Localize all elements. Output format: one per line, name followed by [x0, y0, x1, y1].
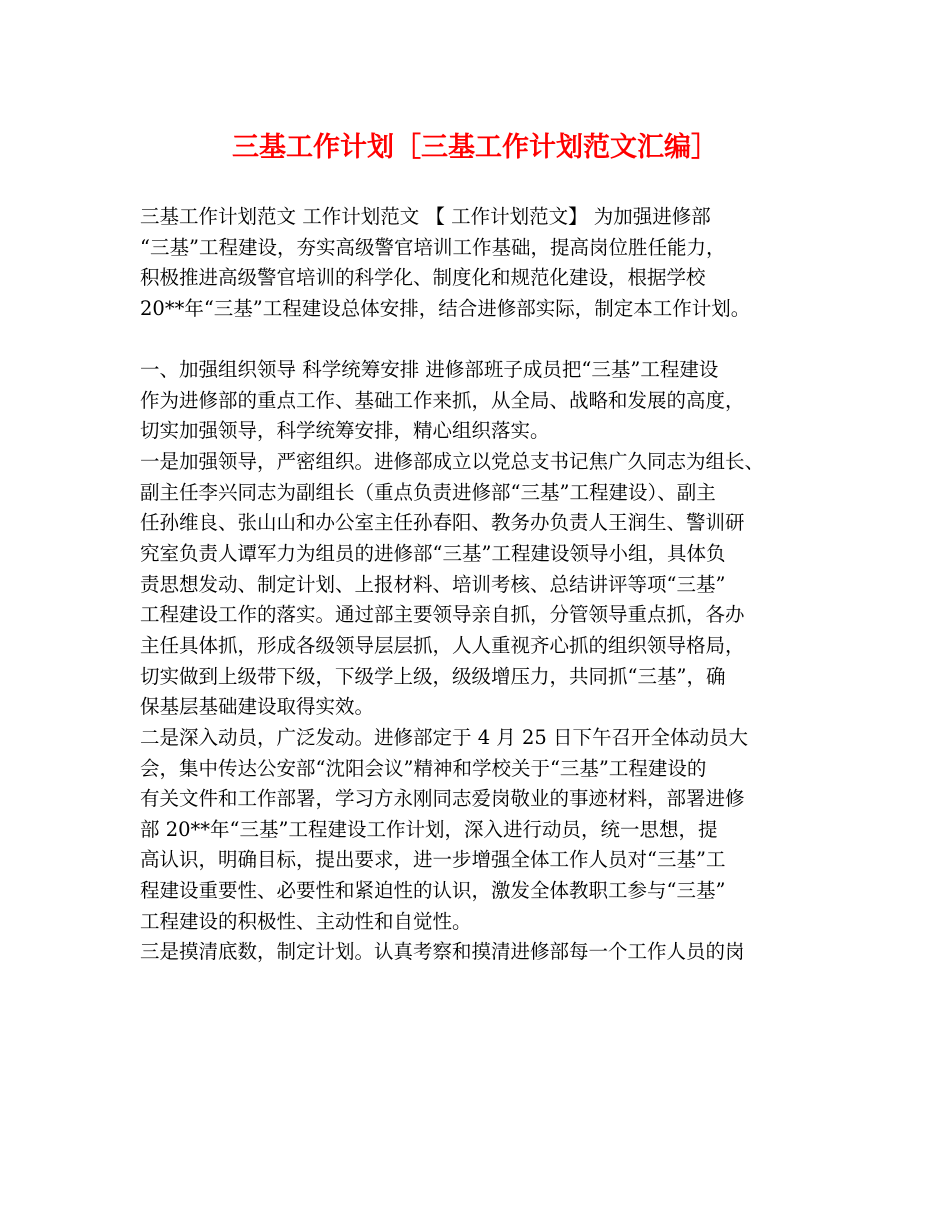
text-line: 积极推进高级警官培训的科学化、制度化和规范化建设，根据学校	[140, 266, 706, 290]
paragraph-gap	[140, 325, 830, 356]
text-line: 程建设重要性、必要性和紧迫性的认识，激发全体教职工参与“三基”	[140, 879, 726, 903]
text-line: 部 20**年“三基”工程建设工作计划，深入进行动员，统一思想，提	[140, 817, 718, 841]
text-line: 任孙维良、张山山和办公室主任孙春阳、教务办负责人王润生、警训研	[140, 511, 745, 535]
text-line: 有关文件和工作部署，学习方永刚同志爱岗敬业的事迹材料，部署进修	[140, 787, 745, 811]
text-line: 工程建设工作的落实。通过部主要领导亲自抓，分管领导重点抓，各办	[140, 603, 745, 627]
text-line: 二是深入动员，广泛发动。进修部定于 4 月 25 日下午召开全体动员大	[140, 725, 749, 749]
intro-paragraph	[140, 202, 830, 325]
text-line: 高认识，明确目标，提出要求，进一步增强全体工作人员对“三基”工	[140, 848, 726, 872]
text-line: 工程建设的积极性、主动性和自觉性。	[140, 909, 472, 933]
text-line: 究室负责人谭军力为组员的进修部“三基”工程建设领导小组，具体负	[140, 542, 726, 566]
text-line: 切实加强领导，科学统筹安排，精心组织落实。	[140, 419, 550, 443]
text-line: 三是摸清底数，制定计划。认真考察和摸清进修部每一个工作人员的岗	[140, 940, 745, 964]
text-line: 作为进修部的重点工作、基础工作来抓，从全局、战略和发展的高度，	[140, 388, 745, 412]
text-line: 责思想发动、制定计划、上报材料、培训考核、总结讲评等项“三基”	[140, 572, 726, 596]
text-line: 一是加强领导，严密组织。进修部成立以党总支书记焦广久同志为组长、	[140, 450, 765, 474]
text-line: 一、加强组织领导 科学统筹安排 进修部班子成员把“三基”工程建设	[140, 358, 719, 382]
text-line: 主任具体抓，形成各级领导层层抓，人人重视齐心抓的组织领导格局，	[140, 633, 745, 657]
text-line: 会，集中传达公安部“沈阳会议”精神和学校关于“三基”工程建设的	[140, 756, 707, 780]
document-title: 三基工作计划［三基工作计划范文汇编］	[232, 132, 718, 163]
text-line: 保基层基础建设取得实效。	[140, 695, 375, 719]
text-line: “三基”工程建设，夯实高级警官培训工作基础，提高岗位胜任能力，	[140, 235, 726, 259]
text-line: 三基工作计划范文 工作计划范文 【 工作计划范文】 为加强进修部	[140, 205, 711, 228]
text-line: 20**年“三基”工程建设总体安排，结合进修部实际，制定本工作计划。	[140, 296, 751, 320]
text-line: 切实做到上级带下级，下级学上级，级级增压力，共同抓“三基”，确	[140, 664, 726, 688]
text-line: 副主任李兴同志为副组长（重点负责进修部“三基”工程建设）、副主	[140, 480, 716, 504]
document-body	[140, 202, 830, 968]
section-one	[140, 355, 830, 968]
